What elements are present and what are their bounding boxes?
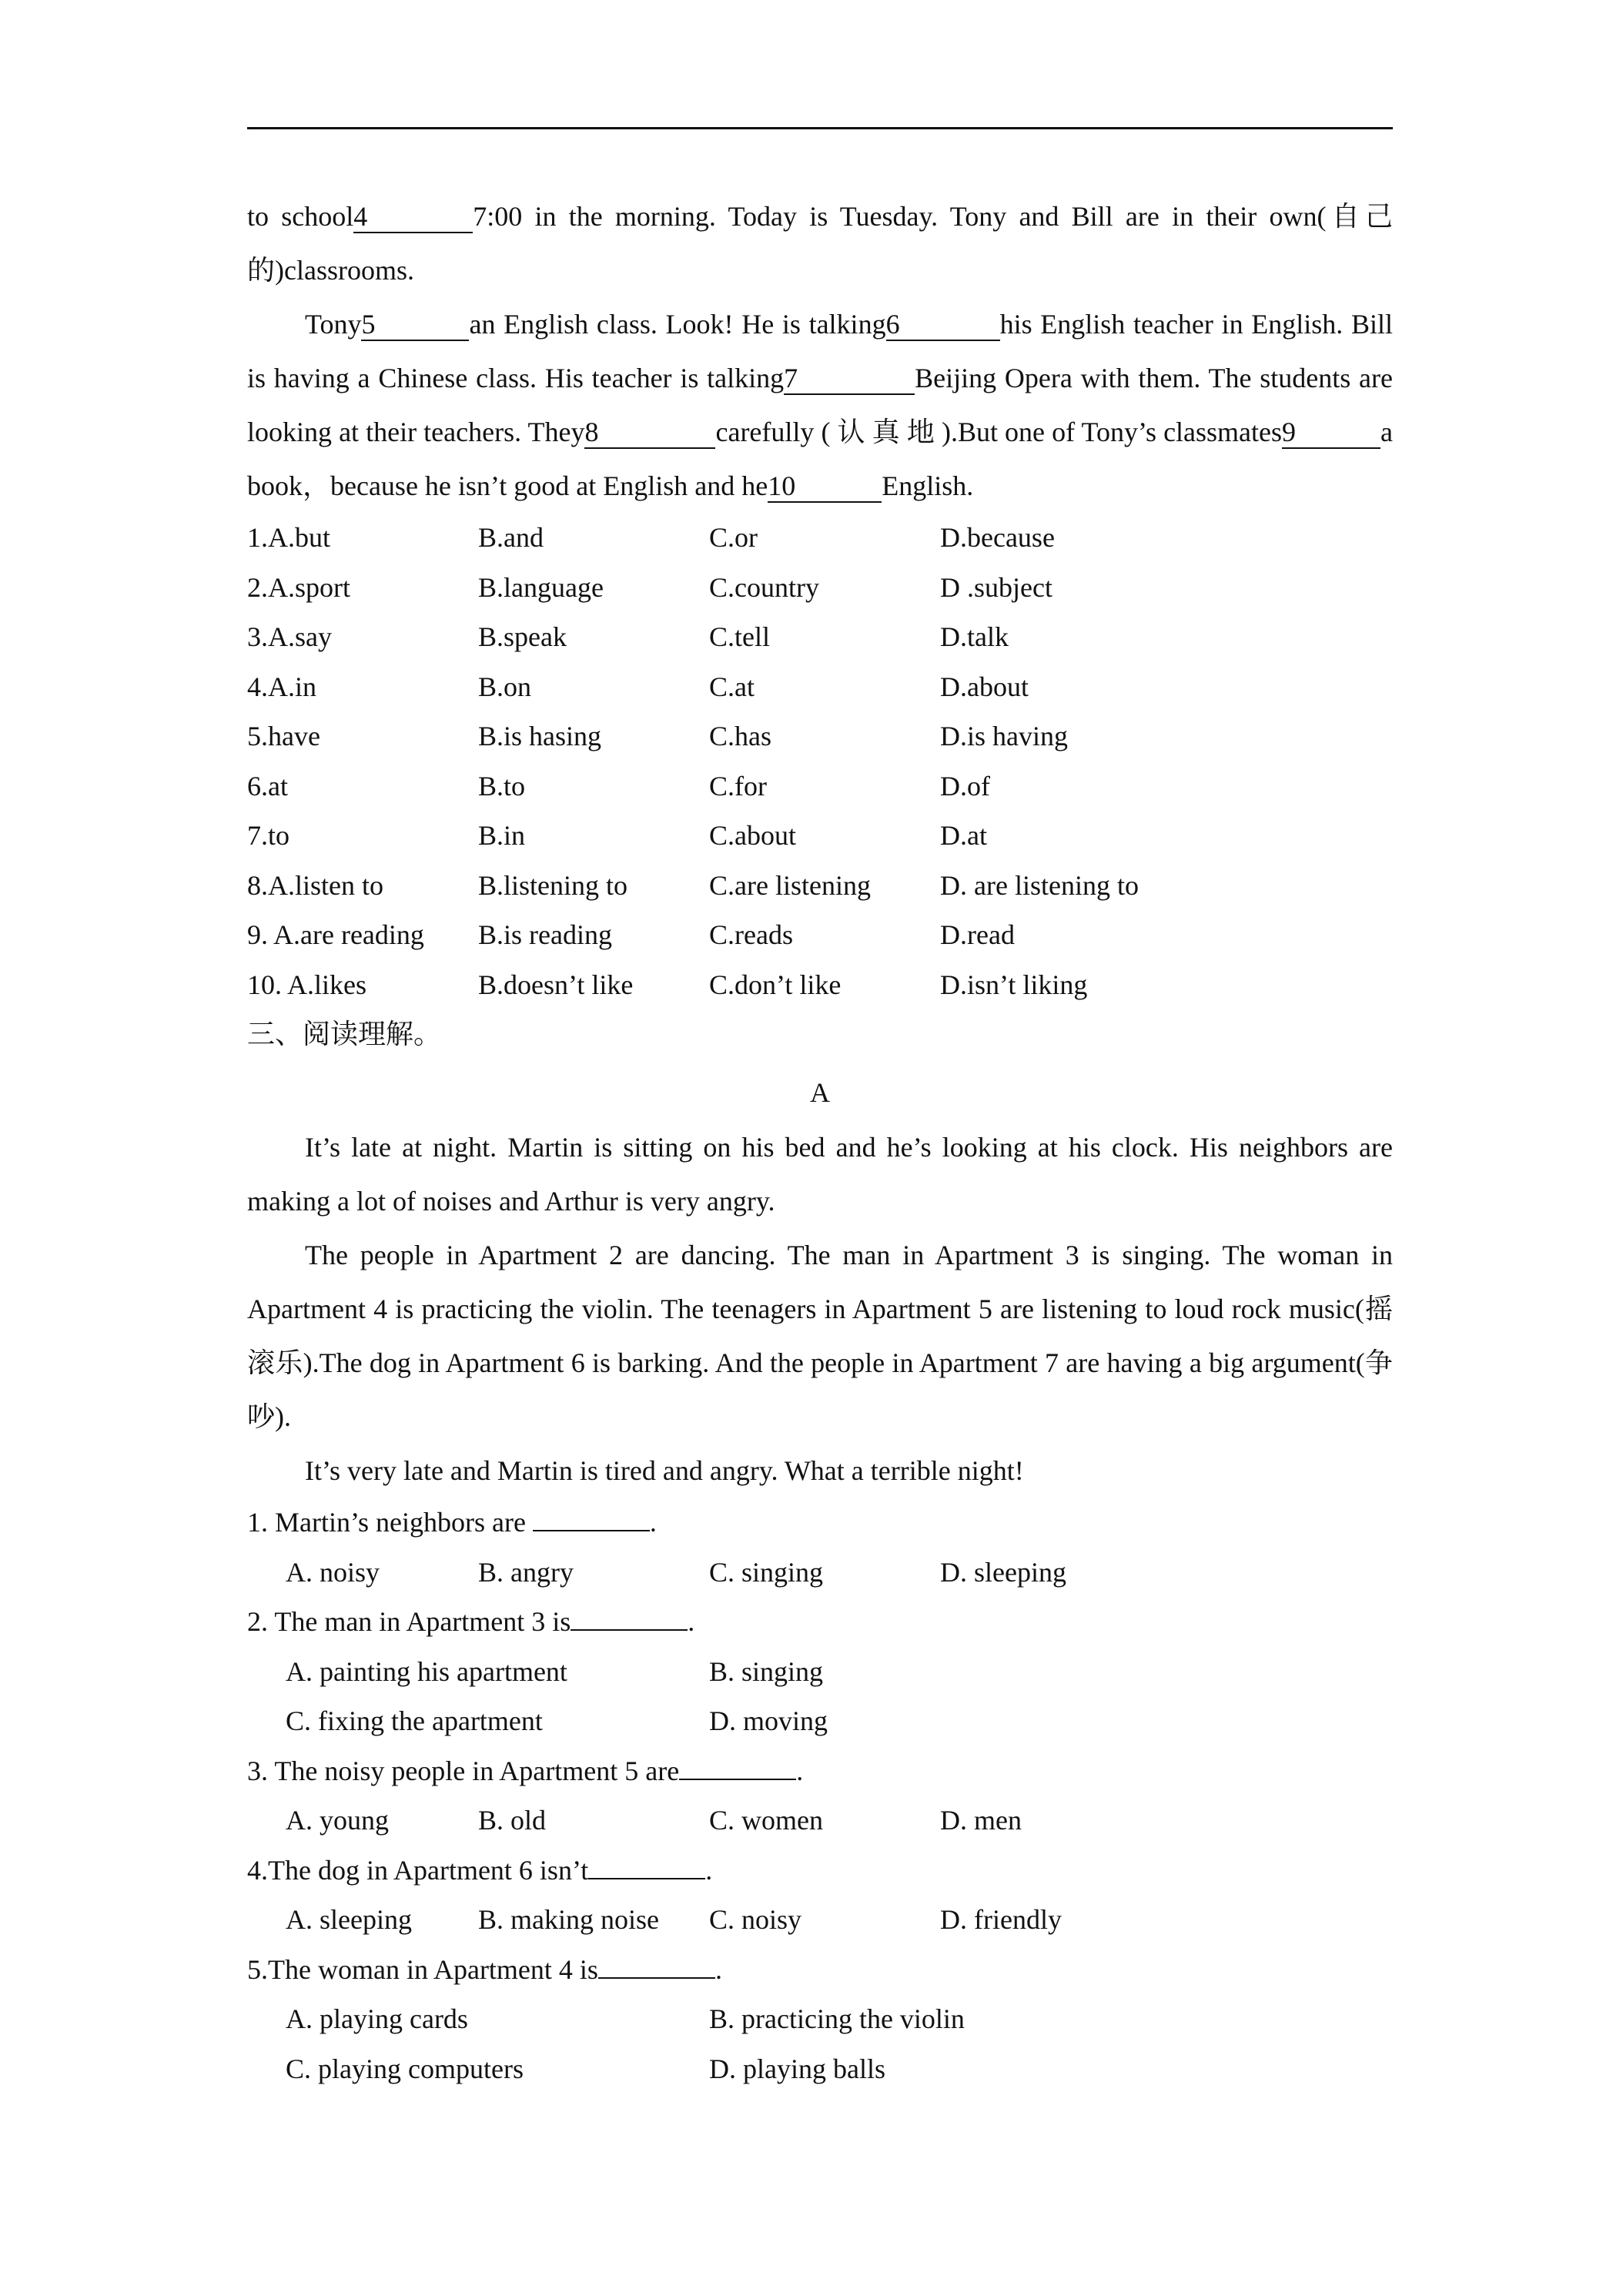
question-5-options-row-1	[247, 1994, 1393, 2044]
option: C. women	[709, 1805, 823, 1836]
answer-blank	[588, 1858, 705, 1879]
answer-blank	[679, 1759, 796, 1780]
question-4: 4.The dog in Apartment 6 isn’t .	[247, 1854, 713, 1886]
cloze-option-row: 5.have B.is hasing C.has D.is having	[247, 721, 1068, 752]
question-3-options	[247, 1796, 1393, 1846]
blank-8: 8	[584, 417, 715, 449]
passage-paragraph-2: Tony5 an English class. Look! He is talking6 his English teacher in English. Bill is having a Chinese class. His teacher is talking7 Beijing Opera with them. The students are looking at their teachers. They8 carefully ( 认 真 地 ).But one of Tony’s classmates9 a book，because he isn’t good at English and he10 English.	[247, 309, 1393, 501]
cloze-option-row: 4.A.in B.on C.at D.about	[247, 671, 1029, 702]
answer-blank	[533, 1510, 650, 1531]
question-3: 3. The noisy people in Apartment 5 are .	[247, 1755, 804, 1786]
option: A. young	[286, 1805, 389, 1836]
option: A. noisy	[286, 1556, 380, 1588]
cloze-option-row: 9. A.are reading B.is reading C.reads D.read	[247, 919, 1015, 951]
option: C. singing	[709, 1556, 824, 1588]
cloze-option-row: 6.at B.to C.for D.of	[247, 770, 990, 802]
reading-paragraph-2: The people in Apartment 2 are dancing. The man in Apartment 3 is singing. The woman in Apartment 4 is practicing the violin. The teenagers in Apartment 5 are listening to loud rock music(摇滚乐).The dog in Apartment 6 is barking. And the people in Apartment 7 are having a big argument(争吵).	[247, 1240, 1393, 1432]
question-2-options-row-1	[247, 1647, 1393, 1697]
option: A. playing cards	[286, 2003, 468, 2035]
cloze-option-row: 3.A.say B.speak C.tell D.talk	[247, 621, 1009, 653]
question-1-options	[247, 1548, 1393, 1598]
option: B. angry	[478, 1556, 574, 1588]
section-heading: 三、阅读理解。	[247, 1019, 442, 1049]
cloze-option-row: 1.A.but B.and C.or D.because	[247, 522, 1055, 554]
cloze-options	[247, 513, 1393, 1009]
cloze-option-row: 7.to B.in C.about D.at	[247, 820, 987, 852]
question-2: 2. The man in Apartment 3 is .	[247, 1606, 695, 1637]
cloze-option-row: 8.A.listen to B.listening to C.are listening D. are listening to	[247, 869, 1139, 901]
option: B. making noise	[478, 1904, 659, 1936]
blank-7: 7	[784, 363, 915, 395]
reading-paragraph-1: It’s late at night. Martin is sitting on his bed and he’s looking at his clock. His neighbors are making a lot of noises and Arthur is very angry.	[247, 1132, 1393, 1217]
content-area	[247, 189, 1393, 2094]
option: C. fixing the apartment	[286, 1705, 543, 1737]
option: B. old	[478, 1805, 547, 1836]
blank-9: 9	[1282, 417, 1380, 449]
part-label: A	[810, 1077, 830, 1108]
blank-4: 4	[353, 201, 473, 233]
option: D. friendly	[940, 1904, 1062, 1936]
option: B. practicing the violin	[709, 2003, 965, 2035]
reading-paragraph-3: It’s very late and Martin is tired and angry. What a terrible night!	[305, 1455, 1024, 1486]
answer-blank	[598, 1957, 715, 1979]
question-4-options	[247, 1895, 1393, 1945]
option: A. sleeping	[286, 1904, 412, 1936]
question-5: 5.The woman in Apartment 4 is .	[247, 1953, 722, 1985]
cloze-option-row: 10. A.likes B.doesn’t like C.don’t like D.isn’t liking	[247, 969, 1088, 1000]
question-2-options-row-2	[247, 1696, 1393, 1746]
blank-10: 10	[768, 470, 882, 503]
option: C. playing computers	[286, 2053, 524, 2084]
passage-paragraph-1: to school4 7:00 in the morning. Today is Tuesday. Tony and Bill are in their own(自己的)classrooms.	[247, 201, 1393, 286]
blank-6: 6	[886, 309, 1000, 341]
header-rule	[247, 127, 1393, 129]
option: D. playing balls	[709, 2053, 885, 2084]
option: A. painting his apartment	[286, 1655, 567, 1687]
cloze-option-row: 2.A.sport B.language C.country D .subject	[247, 571, 1052, 603]
question-5-options-row-2	[247, 2044, 1393, 2094]
blank-5: 5	[361, 309, 469, 341]
option: D. men	[940, 1805, 1022, 1836]
option: D. sleeping	[940, 1556, 1066, 1588]
option: C. noisy	[709, 1904, 802, 1936]
question-1: 1. Martin’s neighbors are .	[247, 1507, 657, 1538]
answer-blank	[571, 1609, 688, 1631]
option: D. moving	[709, 1705, 828, 1737]
option: B. singing	[709, 1655, 824, 1687]
